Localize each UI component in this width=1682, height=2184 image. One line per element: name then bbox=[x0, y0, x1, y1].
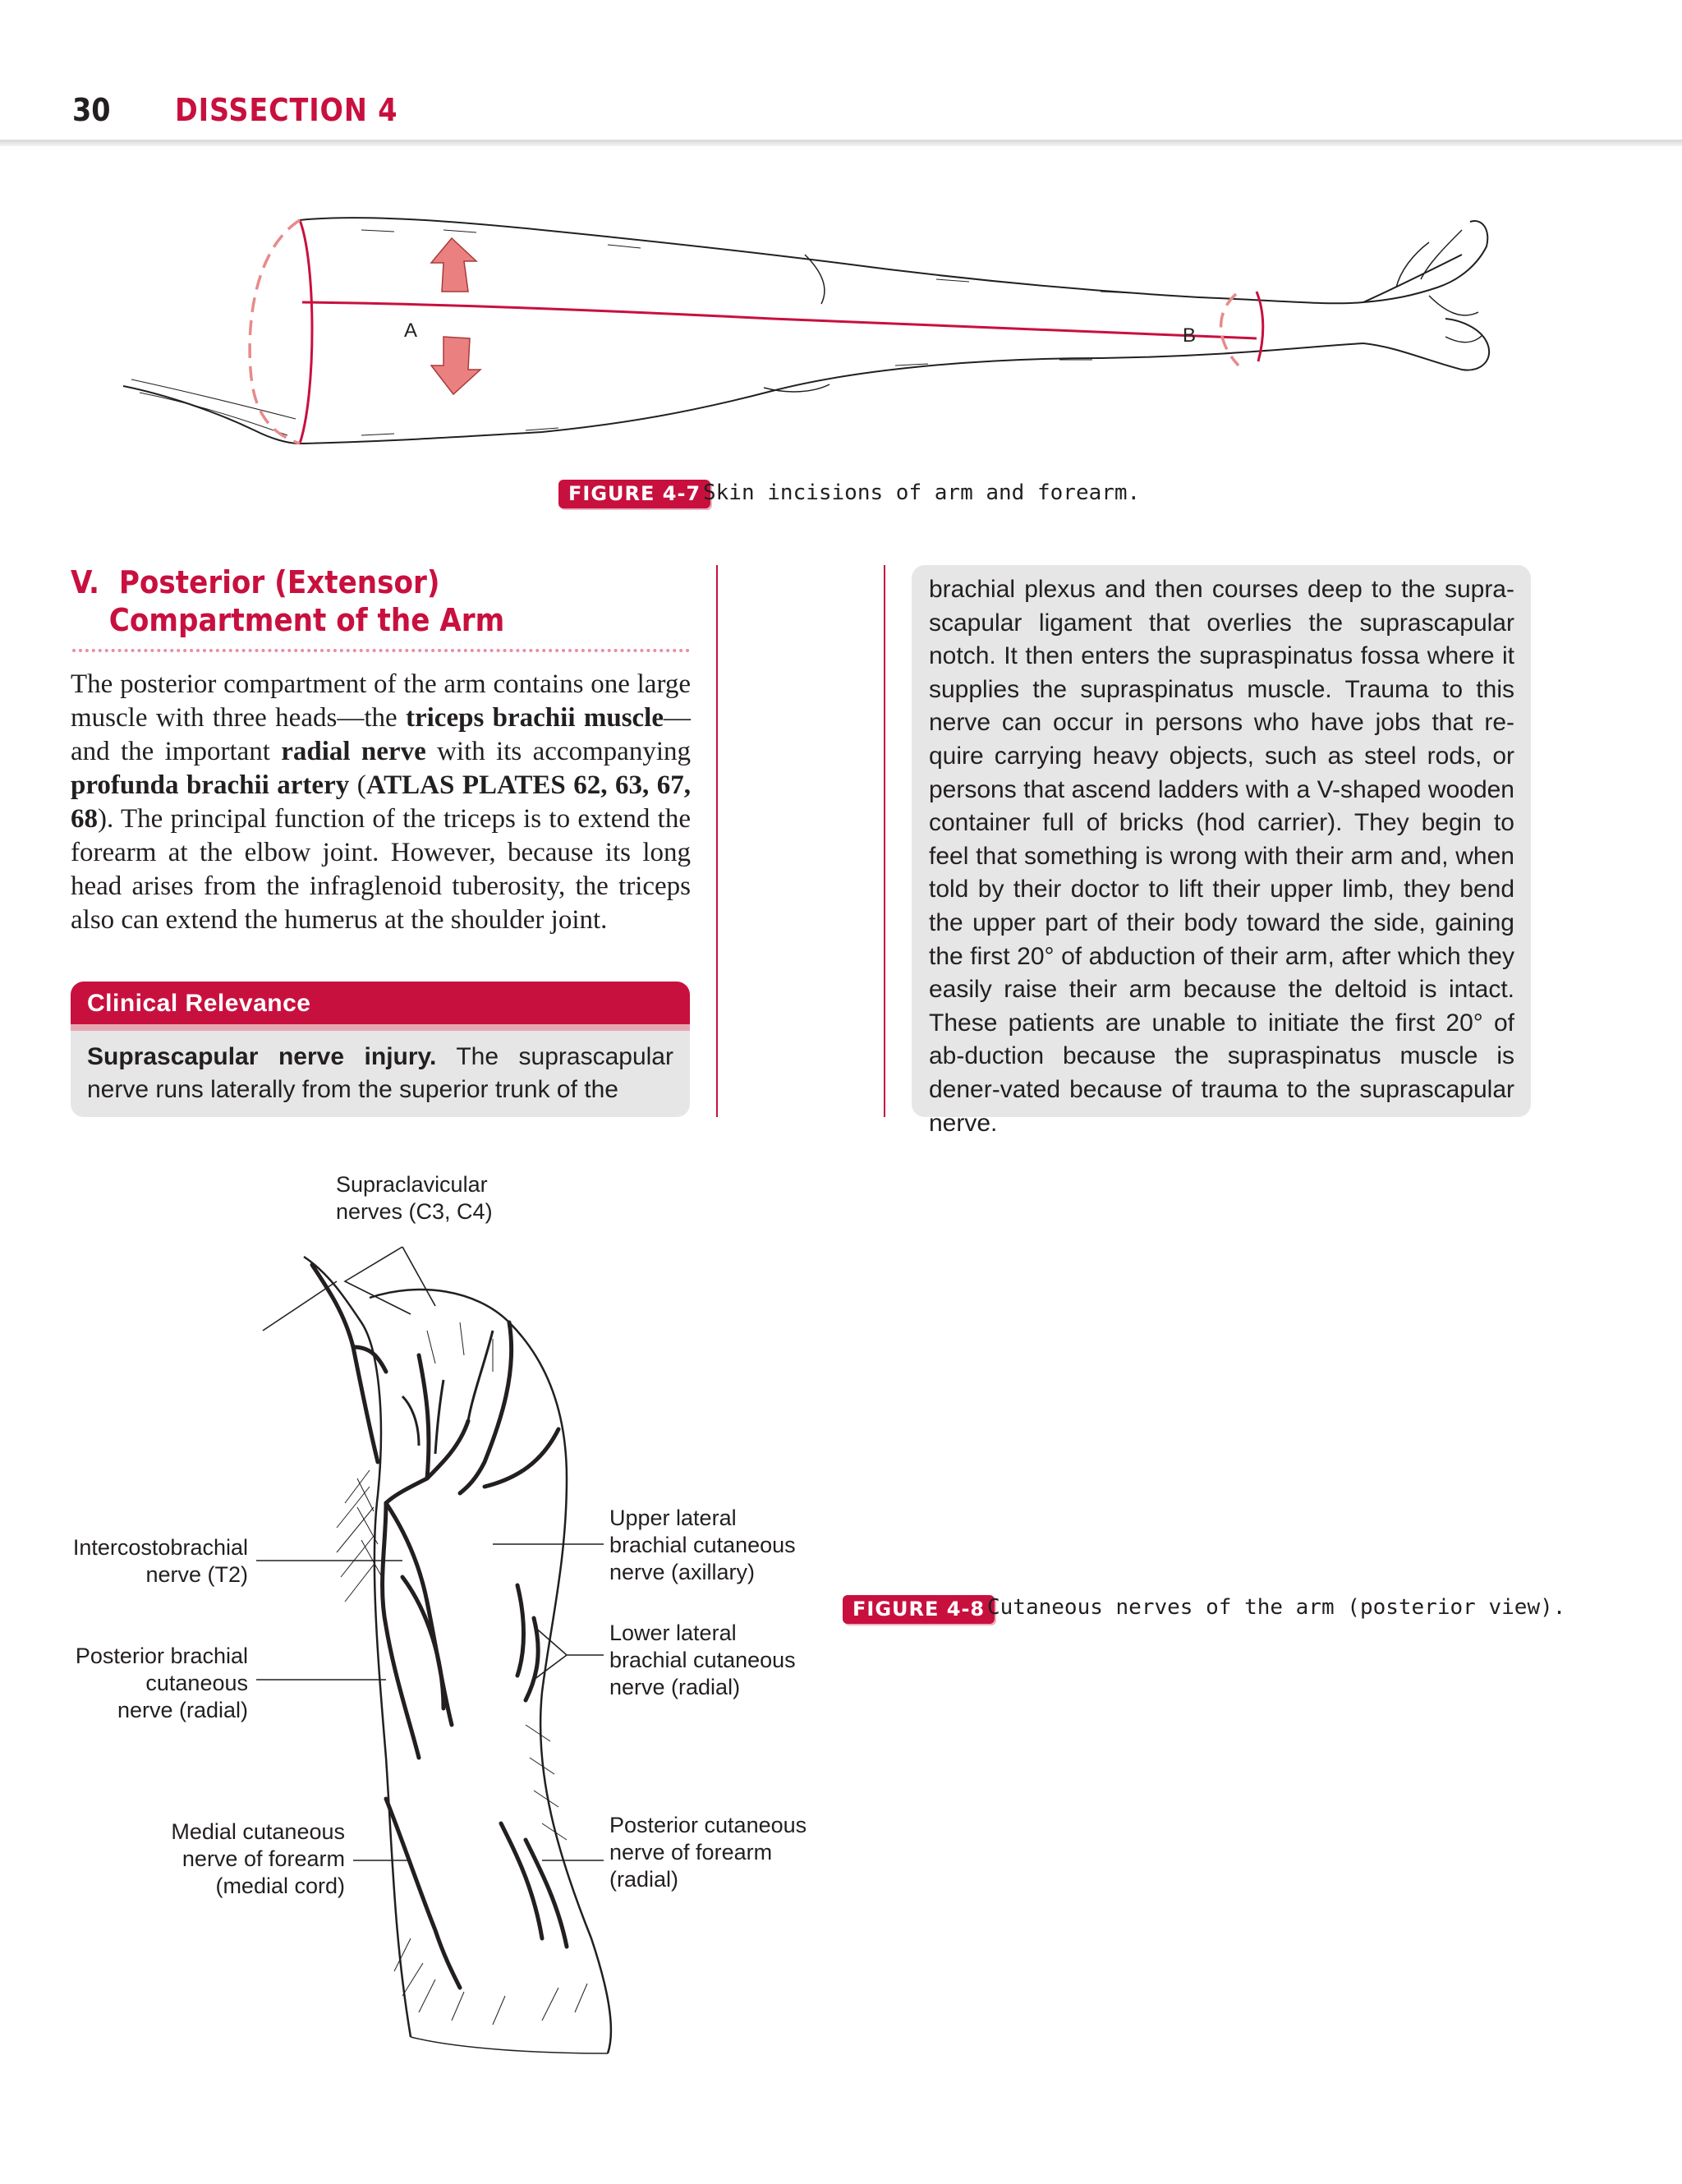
body-text-run: — and the important bbox=[71, 703, 692, 766]
clinical-text-right: brachial plexus and then courses deep to the supra-scapular ligament that overlies the suprascapular notch. It then enters the supraspinatus fossa where it supplies the supraspinatus muscle. Trauma to this nerve can occur in persons who have jobs that re-quire carrying heavy objects, such as steel rods, or persons that ascend ladders with a V-shaped wooden container full of bricks (hod carrier). They begin to feel that something is wrong with their arm and, when told by their doctor to lift their upper limb, they bend the upper part of their body toward the side, gaining the first 20° of abduction of their arm, after which they easily raise their arm because the deltoid is intact. These patients are unable to initiate the first 20° of ab-duction because the supraspinatus muscle is dener-vated because of trauma to the suprascapular nerve. bbox=[929, 576, 1514, 1137]
label-line: nerve of forearm bbox=[182, 1846, 345, 1871]
label-line: nerve (radial) bbox=[117, 1698, 248, 1722]
figure-4-7-badge: FIGURE 4-7 bbox=[558, 480, 710, 508]
body-text-run: The posterior compartment of the arm contains one large bbox=[71, 669, 691, 699]
label-line: Medial cutaneous bbox=[171, 1819, 345, 1844]
label-posterior-cutaneous-nerve-forearm bbox=[609, 1812, 807, 1893]
label-intercostobrachial-nerve bbox=[49, 1534, 248, 1589]
body-text-run: muscle with three heads—the bbox=[71, 703, 406, 733]
term-profunda-brachii: profunda brachii artery bbox=[71, 770, 350, 800]
page-number: 30 bbox=[72, 92, 111, 128]
section-paragraph bbox=[71, 668, 691, 937]
clinical-relevance-header bbox=[71, 982, 690, 1024]
figure-4-7-caption: Skin incisions of arm and forearm. bbox=[703, 480, 1141, 505]
label-line: nerve (radial) bbox=[609, 1675, 741, 1699]
clinical-header-stripe bbox=[71, 1024, 690, 1031]
label-line: nerve (T2) bbox=[145, 1562, 248, 1587]
label-line: Posterior cutaneous bbox=[609, 1813, 807, 1837]
clinical-text-left bbox=[87, 1041, 673, 1106]
label-supraclavicular-nerves bbox=[336, 1171, 493, 1225]
label-lower-lateral-brachial-nerve bbox=[609, 1620, 796, 1701]
label-line: brachial cutaneous bbox=[609, 1648, 796, 1672]
label-posterior-brachial-cutaneous-nerve bbox=[49, 1643, 248, 1724]
body-text-run: ). The principal function of the triceps is to extend the forearm at the elbow joint. However, because its long head arises from the infraglenoid tuberosity, the triceps also can extend the humerus at the shoulder joint. bbox=[71, 804, 691, 935]
label-line: brachial cutaneous bbox=[609, 1533, 796, 1557]
figure-4-7-arm-illustration bbox=[115, 197, 1495, 476]
label-line: Posterior brachial bbox=[75, 1644, 248, 1668]
figure-4-8-badge: FIGURE 4-8 bbox=[843, 1595, 995, 1624]
term-triceps: triceps brachii muscle bbox=[406, 703, 664, 733]
figure-4-8-caption: Cutaneous nerves of the arm (posterior view). bbox=[987, 1595, 1566, 1620]
arrow-down-icon bbox=[431, 337, 480, 394]
label-line: (radial) bbox=[609, 1867, 679, 1892]
label-line: nerves (C3, C4) bbox=[336, 1199, 493, 1224]
label-line: Supraclavicular bbox=[336, 1172, 488, 1197]
label-medial-cutaneous-nerve bbox=[123, 1818, 345, 1900]
body-text-run: with its accompanying bbox=[425, 737, 691, 766]
column-rule-left bbox=[716, 565, 718, 1117]
column-rule-right bbox=[884, 565, 885, 1117]
label-line: Intercostobrachial bbox=[72, 1535, 248, 1560]
atlas-plates-reference: ATLAS PLATES 62, 63, 67, 68 bbox=[71, 770, 691, 834]
clinical-term: Suprascapular nerve injury. bbox=[87, 1043, 437, 1070]
label-upper-lateral-brachial-nerve bbox=[609, 1505, 796, 1586]
arrow-up-icon bbox=[431, 238, 476, 292]
dotted-divider bbox=[72, 649, 690, 652]
clinical-relevance-title: Clinical Relevance bbox=[87, 990, 311, 1017]
term-radial-nerve: radial nerve bbox=[281, 737, 426, 766]
incision-label-a: A bbox=[404, 320, 418, 342]
label-line: Upper lateral bbox=[609, 1506, 737, 1530]
label-line: nerve (axillary) bbox=[609, 1560, 756, 1584]
incision-label-b: B bbox=[1183, 324, 1197, 347]
body-text-run: ( bbox=[349, 770, 366, 800]
label-line: cutaneous bbox=[145, 1671, 248, 1695]
running-header-title: DISSECTION 4 bbox=[175, 92, 398, 128]
label-line: nerve of forearm bbox=[609, 1840, 773, 1864]
section-heading-line1: V. Posterior (Extensor) bbox=[71, 564, 440, 600]
header-rule bbox=[0, 140, 1682, 146]
clinical-text-run: The suprascapular nerve runs laterally from the superior trunk of the bbox=[87, 1043, 673, 1103]
section-body bbox=[71, 668, 691, 937]
label-line: Lower lateral bbox=[609, 1621, 737, 1645]
label-line: (medial cord) bbox=[215, 1874, 345, 1898]
section-heading bbox=[71, 563, 504, 639]
section-heading-line2: Compartment of the Arm bbox=[108, 602, 505, 638]
